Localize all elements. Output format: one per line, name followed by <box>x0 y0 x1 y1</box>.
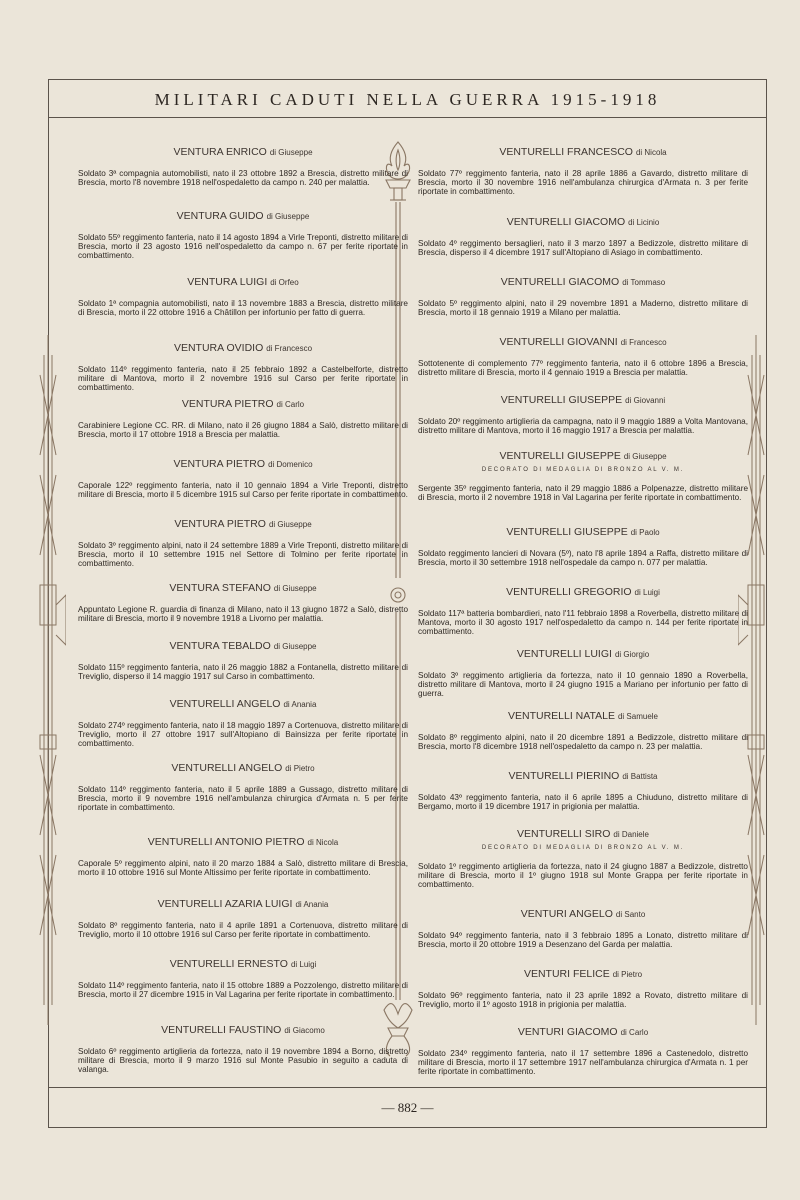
page-number: — 882 — <box>381 1100 434 1115</box>
entry-name <box>418 394 748 406</box>
entry-patronymic: di Giovanni <box>625 396 666 405</box>
entry-description: Soldato 55º reggimento fanteria, nato il 14 agosto 1894 a Virle Treponti, distretto militare di Brescia, morto il 23 agosto 1916 nell'ospedaletto da campo n. 67 per ferite riportate in combattimento. <box>78 233 408 261</box>
entry-name <box>78 276 408 288</box>
entry-name <box>418 648 748 660</box>
entry-name <box>78 836 408 848</box>
entry <box>418 1026 748 1077</box>
entry-name <box>78 398 408 410</box>
entry <box>78 276 408 317</box>
entry <box>78 698 408 749</box>
entry-description: Soldato 77º reggimento fanteria, nato il 28 aprile 1886 a Gavardo, distretto militare di Brescia, morto il 30 novembre 1916 nell'ambulanza chirurgica d'Armata n. 3 per ferite riportate in combattimento. <box>418 169 748 197</box>
entry <box>78 342 408 393</box>
entry-surname-forename: VENTURELLI ANGELO <box>169 698 281 710</box>
entry-description: Appuntato Legione R. guardia di finanza di Milano, nato il 13 giugno 1872 a Salò, distretto militare di Brescia, morto il 9 novembre 1918 a Livorno per malattia. <box>78 605 408 624</box>
entry-surname-forename: VENTURELLI GIACOMO <box>506 216 626 228</box>
entry-surname-forename: VENTURELLI LUIGI <box>516 648 612 660</box>
title-rule <box>48 117 767 118</box>
entry-surname-forename: VENTURI ANGELO <box>520 908 613 920</box>
entry-surname-forename: VENTURELLI GIUSEPPE <box>500 394 623 406</box>
entry-name <box>78 698 408 710</box>
entry-patronymic: di Giuseppe <box>273 642 317 651</box>
entry-surname-forename: VENTURELLI GIUSEPPE <box>506 526 628 538</box>
entry <box>78 582 408 623</box>
entry-surname-forename: VENTURA OVIDIO <box>173 342 264 354</box>
entry-surname-forename: VENTURI GIACOMO <box>517 1026 618 1038</box>
entry-patronymic: di Nicola <box>635 148 667 157</box>
entry-patronymic: di Giuseppe <box>623 452 667 461</box>
entry-surname-forename: VENTURA PIETRO <box>174 518 266 530</box>
entry-patronymic: di Pietro <box>285 764 315 773</box>
entry-name <box>418 968 748 980</box>
entry-name <box>78 898 408 910</box>
entry <box>78 518 408 569</box>
entry-name <box>418 276 748 288</box>
entry-patronymic: di Battista <box>622 772 658 781</box>
entry <box>78 210 408 261</box>
entry <box>418 770 748 811</box>
entry-description: Soldato 1ª compagnia automobilisti, nato il 13 novembre 1883 a Brescia, distretto militare di Brescia, morto il 22 ottobre 1916 a Châtillon per infortunio per fatto di guerra. <box>78 299 408 318</box>
entry-surname-forename: VENTURELLI GREGORIO <box>506 586 632 598</box>
entry-description: Soldato 94º reggimento fanteria, nato il 3 febbraio 1895 a Lonato, distretto militare di Brescia, morto il 20 ottobre 1919 a Desenzano del Garda per malattia. <box>418 931 748 950</box>
entry <box>78 836 408 877</box>
entry-patronymic: di Giuseppe <box>269 148 313 157</box>
page-title: MILITARI CADUTI NELLA GUERRA 1915-1918 <box>154 90 661 109</box>
entry-name <box>418 828 748 840</box>
entry <box>78 898 408 939</box>
entry <box>78 458 408 499</box>
entry <box>418 276 748 317</box>
entry-patronymic: di Giuseppe <box>273 584 317 593</box>
entry-description: Soldato 43º reggimento fanteria, nato il 6 aprile 1895 a Chiuduno, distretto militare di Bergamo, morto il 19 dicembre 1917 in prigionia per malattia. <box>418 793 748 812</box>
entry <box>78 762 408 813</box>
entry-description: Soldato 6º reggimento artiglieria da fortezza, nato il 19 novembre 1894 a Borno, distretto militare di Brescia, morto il 9 marzo 1916 sul Monte Pasubio in seguito a caduta di valanga. <box>78 1047 408 1075</box>
entry-name <box>78 958 408 970</box>
entry-patronymic: di Giorgio <box>614 650 650 659</box>
entry <box>418 146 748 197</box>
entry <box>78 640 408 681</box>
entry-surname-forename: VENTURELLI SIRO <box>517 828 611 840</box>
entry-surname-forename: VENTURA PIETRO <box>181 398 274 410</box>
entry-decoration: DECORATO DI MEDAGLIA DI BRONZO AL V. M. <box>481 467 685 473</box>
entry-description: Soldato 3ª compagnia automobilisti, nato il 23 ottobre 1892 a Brescia, distretto militare di Brescia, morto l'8 novembre 1918 nell'ospedaletto da campo n. 240 per malattia. <box>78 169 408 188</box>
entry <box>78 958 408 999</box>
entry-surname-forename: VENTURI FELICE <box>523 968 610 980</box>
entry <box>418 526 748 567</box>
fasces-ornament-icon <box>30 335 66 1025</box>
entry-surname-forename: VENTURELLI ERNESTO <box>169 958 288 970</box>
entry <box>418 586 748 637</box>
entry-patronymic: di Paolo <box>630 528 660 537</box>
entry-surname-forename: VENTURA LUIGI <box>187 276 268 288</box>
entry-description: Soldato 8º reggimento fanteria, nato il 4 aprile 1891 a Cortenuova, distretto militare di Treviglio, morto il 10 ottobre 1916 sul Carso per ferite riportate in combattimento. <box>78 921 408 940</box>
entry-description: Soldato 3º reggimento alpini, nato il 24 settembre 1889 a Virle Treponti, distretto militare di Brescia, morto il 10 settembre 1915 nel Settore di Tolmino per ferite riportate in combattimento. <box>78 541 408 569</box>
entry-name <box>78 146 408 158</box>
entry-name <box>418 526 748 538</box>
entry-patronymic: di Orfeo <box>270 278 299 287</box>
entry-name <box>78 210 408 222</box>
entry-patronymic: di Luigi <box>290 960 317 969</box>
entry <box>418 336 748 377</box>
entry-surname-forename: VENTURELLI NATALE <box>507 710 615 722</box>
entry <box>78 398 408 439</box>
entry-patronymic: di Anania <box>283 700 317 709</box>
entry-patronymic: di Nicola <box>307 838 339 847</box>
entry <box>418 710 748 751</box>
entry-surname-forename: VENTURELLI AZARIA LUIGI <box>157 898 293 910</box>
entry-description: Soldato 234º reggimento fanteria, nato il 17 settembre 1896 a Castenedolo, distretto militare di Brescia, morto il 17 settembre 1917 nell'ambulanza chirurgica d'Armata n. 1 per ferite riportate in combattimento. <box>418 1049 748 1077</box>
entry-patronymic: di Carlo <box>276 400 305 409</box>
entry-surname-forename: VENTURELLI GIUSEPPE <box>499 450 621 462</box>
entry-name <box>418 908 748 920</box>
entry-patronymic: di Domenico <box>268 460 313 469</box>
entry-description: Soldato 20º reggimento artiglieria da campagna, nato il 9 maggio 1889 a Volta Mantovana, distretto militare di Mantova, morto il 16 maggio 1917 a Brescia per malattia. <box>418 417 748 436</box>
entry-description: Sergente 35º reggimento fanteria, nato il 29 maggio 1886 a Polpenazze, distretto militare di Brescia, morto il 2 novembre 1918 in Val Lagarina per ferite riportate in combattimento. <box>418 484 748 503</box>
entry-patronymic: di Tommaso <box>622 278 666 287</box>
entry-description: Soldato 96º reggimento fanteria, nato il 23 aprile 1892 a Rovato, distretto militare di Treviglio, morto il 1º agosto 1918 in prigionia per malattia. <box>418 991 748 1010</box>
entry-surname-forename: VENTURELLI GIOVANNI <box>499 336 618 348</box>
entry-patronymic: di Francesco <box>266 344 313 353</box>
entry-name <box>418 586 748 598</box>
entry-description: Soldato 8º reggimento alpini, nato il 20 dicembre 1891 a Bedizzole, distretto militare di Brescia, morto l'8 dicembre 1918 nell'ospedaletto da campo n. 23 per malattia. <box>418 733 748 752</box>
entry-description: Soldato reggimento lancieri di Novara (5º), nato l'8 aprile 1894 a Raffa, distretto militare di Brescia, morto il 30 settembre 1918 nell'ospedale da campo n. 077 per malattia. <box>418 549 748 568</box>
entry-patronymic: di Giuseppe <box>266 212 310 221</box>
entry-name <box>418 450 748 462</box>
entry-surname-forename: VENTURELLI GIACOMO <box>500 276 620 288</box>
entry-name <box>418 216 748 228</box>
entry-surname-forename: VENTURA STEFANO <box>169 582 271 594</box>
entry-surname-forename: VENTURA GUIDO <box>176 210 264 222</box>
entry-surname-forename: VENTURA ENRICO <box>173 146 267 158</box>
entry-description: Soldato 114º reggimento fanteria, nato il 5 aprile 1889 a Gussago, distretto militare di Brescia, morto il 9 novembre 1916 nell'ambulanza chirurgica d'Armata n. 5 per ferite riportate in combattimento. <box>78 785 408 813</box>
entry <box>78 1024 408 1075</box>
entry-surname-forename: VENTURELLI FAUSTINO <box>161 1024 282 1036</box>
entry-name <box>418 146 748 158</box>
entry-name <box>78 762 408 774</box>
entry-description: Soldato 117ª batteria bombardieri, nato l'11 febbraio 1898 a Roverbella, distretto militare di Mantova, morto il 30 agosto 1917 nell'ospedaletto da campo n. 144 per ferite riportate in combattimento. <box>418 609 748 637</box>
entry-name <box>78 582 408 594</box>
entry-description: Soldato 1º reggimento artiglieria da fortezza, nato il 24 giugno 1887 a Bedizzole, distretto militare di Brescia, morto il 1º giugno 1918 sul Monte Grappa per ferite riportate in combattimento. <box>418 862 748 890</box>
entry-description: Soldato 4º reggimento bersaglieri, nato il 3 marzo 1897 a Bedizzole, distretto militare di Brescia, disperso il 4 dicembre 1917 sull'Altopiano di Asiago in combattimento. <box>418 239 748 258</box>
entry-surname-forename: VENTURA PIETRO <box>173 458 266 470</box>
entry-surname-forename: VENTURELLI FRANCESCO <box>499 146 633 158</box>
entry-description: Soldato 115º reggimento fanteria, nato il 26 maggio 1882 a Fontanella, distretto militare di Treviglio, disperso il 14 maggio 1917 sul Carso in combattimento. <box>78 663 408 682</box>
entry-description: Caporale 5º reggimento alpini, nato il 20 marzo 1884 a Salò, distretto militare di Brescia, morto il 10 ottobre 1916 sul Monte Altissimo per ferite riportate in combattimento. <box>78 859 408 878</box>
entry-description: Soldato 114º reggimento fanteria, nato il 15 ottobre 1889 a Pozzolengo, distretto militare di Brescia, morto il 27 dicembre 1915 in Val Lagarina per ferite riportate in combattimento. <box>78 981 408 1000</box>
entry-patronymic: di Licinio <box>628 218 660 227</box>
entry-patronymic: di Giacomo <box>284 1026 325 1035</box>
entry-name <box>78 342 408 354</box>
entry <box>418 828 748 890</box>
entry-name <box>78 1024 408 1036</box>
entry-surname-forename: VENTURELLI ANGELO <box>171 762 283 774</box>
entry-description: Sottotenente di complemento 77º reggimento fanteria, nato il 6 ottobre 1896 a Brescia, distretto militare di Brescia, morto il 4 gennaio 1919 a Brescia per malattia. <box>418 359 748 378</box>
entry <box>418 450 748 502</box>
entry-description: Soldato 274º reggimento fanteria, nato il 18 maggio 1897 a Cortenuova, distretto militare di Treviglio, morto il 27 ottobre 1917 sull'Altopiano di Bainsizza per ferite riportate in combattimento. <box>78 721 408 749</box>
entry-patronymic: di Santo <box>615 910 646 919</box>
entry-surname-forename: VENTURELLI PIERINO <box>508 770 620 782</box>
entry-name <box>418 336 748 348</box>
entry-decoration: DECORATO DI MEDAGLIA DI BRONZO AL V. M. <box>481 845 685 851</box>
entry-name <box>418 770 748 782</box>
entry-surname-forename: VENTURELLI ANTONIO PIETRO <box>147 836 305 848</box>
entry-description: Caporale 122º reggimento fanteria, nato il 10 gennaio 1894 a Virle Treponti, distretto militare di Brescia, morto il 5 dicembre 1915 sul Carso per ferite riportate in combattimento. <box>78 481 408 500</box>
entry-patronymic: di Giuseppe <box>268 520 312 529</box>
entry-patronymic: di Samuele <box>617 712 658 721</box>
entry-name <box>78 458 408 470</box>
entry <box>418 908 748 949</box>
entry-patronymic: di Daniele <box>613 830 649 839</box>
entry-patronymic: di Francesco <box>620 338 667 347</box>
entry-description: Carabiniere Legione CC. RR. di Milano, nato il 26 giugno 1884 a Salò, distretto militare di Brescia, morto il 17 ottobre 1918 a Brescia per malattia. <box>78 421 408 440</box>
entry-name <box>78 518 408 530</box>
entry-surname-forename: VENTURA TEBALDO <box>169 640 271 652</box>
entry-description: Soldato 114º reggimento fanteria, nato il 25 febbraio 1892 a Castelbelforte, distretto militare di Mantova, morto il 2 novembre 1916 sul Carso per ferite riportate in combattimento. <box>78 365 408 393</box>
entry <box>418 968 748 1009</box>
entry <box>418 394 748 435</box>
entry-patronymic: di Luigi <box>634 588 660 597</box>
entry <box>418 216 748 257</box>
entry-name <box>418 1026 748 1038</box>
entry-patronymic: di Pietro <box>612 970 643 979</box>
entry-name <box>78 640 408 652</box>
entry-description: Soldato 3º reggimento artiglieria da fortezza, nato il 10 gennaio 1890 a Roverbella, distretto militare di Mantova, morto il 24 giugno 1915 a Mariano per infortunio per fatto di guerra. <box>418 671 748 699</box>
entry <box>78 146 408 187</box>
entry-patronymic: di Anania <box>295 900 329 909</box>
footer-rule <box>48 1087 767 1088</box>
entry <box>418 648 748 699</box>
entry-description: Soldato 5º reggimento alpini, nato il 29 novembre 1891 a Maderno, distretto militare di Brescia, morto il 18 gennaio 1919 a Milano per malattia. <box>418 299 748 318</box>
entry-name <box>418 710 748 722</box>
entry-patronymic: di Carlo <box>620 1028 649 1037</box>
